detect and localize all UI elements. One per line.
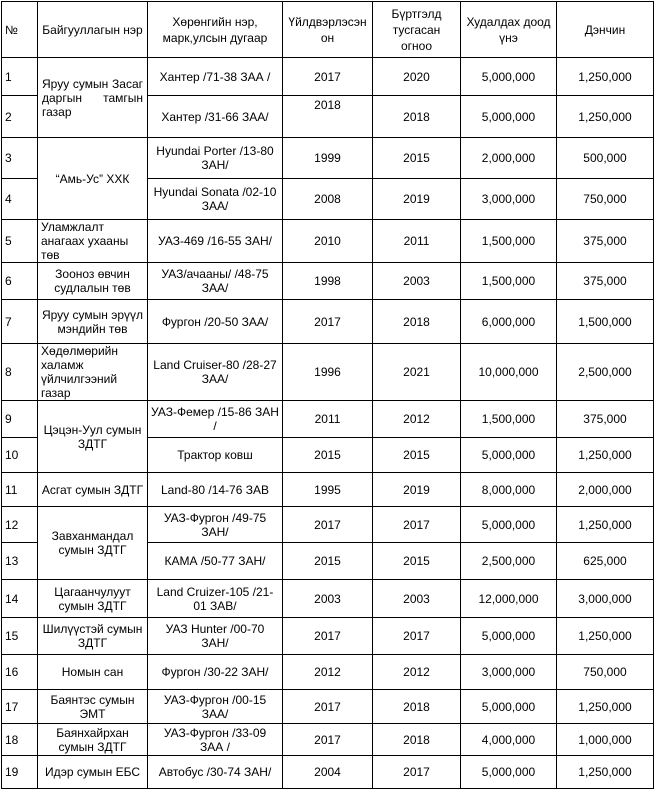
deposit-amount: 750,000 [557,655,654,690]
min-sale-price: 1,500,000 [461,401,557,438]
asset-name: Hyundai Porter /13-80 ЗАН/ [148,138,283,179]
deposit-amount: 3,000,000 [557,580,654,618]
asset-name: Хантер /71-38 ЗАА / [148,58,283,96]
table-row [2,655,654,690]
min-sale-price: 5,000,000 [461,438,557,473]
deposit-amount: 2,000,000 [557,473,654,507]
organization-name: Шилүүстэй сумын ЗДТГ [38,618,148,655]
table-row [2,756,654,789]
organization-name: “Амь-Ус” ХХК [38,138,148,220]
header-registered: Бүртгэлд тусгасан огноо [373,2,461,58]
registration-year: 2020 [373,58,461,96]
registration-year: 2018 [373,96,461,138]
row-number: 4 [2,179,38,220]
header-year: Үйлдвэрлэсэн он [283,2,373,58]
min-sale-price: 5,000,000 [461,507,557,543]
organization-name: Яруу сумын Засаг даргын тамгын газар [38,58,148,138]
asset-name: УАЗ/ачааны/ /48-75 ЗАА/ [148,263,283,300]
deposit-amount: 2,500,000 [557,344,654,401]
deposit-amount: 1,250,000 [557,690,654,724]
row-number: 11 [2,473,38,507]
organization-name: Цагаанчулуут сумын ЗДТГ [38,580,148,618]
row-number: 8 [2,344,38,401]
manufacture-year: 2012 [283,655,373,690]
row-number: 9 [2,401,38,438]
row-number: 18 [2,724,38,756]
row-number: 13 [2,543,38,580]
table-row [2,220,654,263]
asset-name: Land Cruiser-80 /28-27 ЗАА/ [148,344,283,401]
row-number: 19 [2,756,38,789]
registration-year: 2018 [373,690,461,724]
organization-name: Хөдөлмөрийн халамж үйлчилгээний газар [38,344,148,401]
registration-year: 2018 [373,724,461,756]
asset-name: УАЗ Hunter /00-70 ЗАН/ [148,618,283,655]
asset-name: Фургон /30-22 ЗАН/ [148,655,283,690]
deposit-amount: 1,000,000 [557,724,654,756]
table-row [2,473,654,507]
table-row [2,724,654,756]
table-row [2,690,654,724]
min-sale-price: 2,500,000 [461,543,557,580]
registration-year: 2015 [373,438,461,473]
manufacture-year: 2017 [283,618,373,655]
row-number: 17 [2,690,38,724]
registration-year: 2019 [373,179,461,220]
manufacture-year: 2017 [283,58,373,96]
row-number: 6 [2,263,38,300]
min-sale-price: 1,500,000 [461,263,557,300]
min-sale-price: 3,000,000 [461,179,557,220]
registration-year: 2015 [373,138,461,179]
deposit-amount: 375,000 [557,263,654,300]
asset-sale-table [1,1,654,789]
asset-name: УАЗ-Фемер /15-86 ЗАН / [148,401,283,438]
table-row [2,344,654,401]
registration-year: 2018 [373,300,461,344]
table-row [2,138,654,179]
min-sale-price: 5,000,000 [461,756,557,789]
organization-name: Завханмандал сумын ЗДТГ [38,507,148,580]
manufacture-year: 2004 [283,756,373,789]
row-number: 16 [2,655,38,690]
manufacture-year: 2015 [283,438,373,473]
organization-name: Асгат сумын ЗДТГ [38,473,148,507]
deposit-amount: 375,000 [557,220,654,263]
manufacture-year: 2017 [283,690,373,724]
manufacture-year: 2017 [283,724,373,756]
min-sale-price: 12,000,000 [461,580,557,618]
registration-year: 2017 [373,507,461,543]
header-deposit: Дэнчин [557,2,654,58]
min-sale-price: 3,000,000 [461,655,557,690]
registration-year: 2017 [373,618,461,655]
row-number: 7 [2,300,38,344]
row-number: 3 [2,138,38,179]
deposit-amount: 1,250,000 [557,438,654,473]
manufacture-year: 2017 [283,507,373,543]
row-number: 15 [2,618,38,655]
manufacture-year: 2008 [283,179,373,220]
organization-name: Яруу сумын эрүүл мэндийн төв [38,300,148,344]
asset-name: УАЗ-469 /16-55 ЗАН/ [148,220,283,263]
manufacture-year: 2011 [283,401,373,438]
header-asset: Хөрөнгийн нэр, марк,улсын дугаар [148,2,283,58]
organization-name: Номын сан [38,655,148,690]
asset-name: Land Cruizer-105 /21-01 ЗАВ/ [148,580,283,618]
asset-name: КАМА /50-77 ЗАН/ [148,543,283,580]
deposit-amount: 1,250,000 [557,507,654,543]
manufacture-year: 1995 [283,473,373,507]
asset-name: УАЗ-Фургон /33-09 ЗАА / [148,724,283,756]
min-sale-price: 10,000,000 [461,344,557,401]
manufacture-year: 2003 [283,580,373,618]
table-row [2,507,654,543]
asset-name: Автобус /30-74 ЗАН/ [148,756,283,789]
asset-name: УАЗ-Фургон /00-15 ЗАА/ [148,690,283,724]
registration-year: 2011 [373,220,461,263]
manufacture-year: 2018 [283,96,373,138]
min-sale-price: 5,000,000 [461,618,557,655]
header-no: № [2,2,38,58]
organization-name: Цэцэн-Уул сумын ЗДТГ [38,401,148,473]
deposit-amount: 1,250,000 [557,756,654,789]
deposit-amount: 750,000 [557,179,654,220]
manufacture-year: 1999 [283,138,373,179]
manufacture-year: 2010 [283,220,373,263]
deposit-amount: 500,000 [557,138,654,179]
asset-name: Фургон /20-50 ЗАА/ [148,300,283,344]
min-sale-price: 8,000,000 [461,473,557,507]
deposit-amount: 625,000 [557,543,654,580]
row-number: 5 [2,220,38,263]
registration-year: 2017 [373,756,461,789]
min-sale-price: 5,000,000 [461,96,557,138]
table-row [2,618,654,655]
organization-name: Зооноз өвчин судлалын төв [38,263,148,300]
asset-name: Land-80 /14-76 ЗАВ [148,473,283,507]
min-sale-price: 5,000,000 [461,690,557,724]
deposit-amount: 1,250,000 [557,96,654,138]
organization-name: Баянхайрхан сумын ЗДТГ [38,724,148,756]
row-number: 10 [2,438,38,473]
manufacture-year: 1996 [283,344,373,401]
registration-year: 2003 [373,580,461,618]
min-sale-price: 6,000,000 [461,300,557,344]
deposit-amount: 1,250,000 [557,58,654,96]
asset-name: Трактор ковш [148,438,283,473]
organization-name: Баянтэс сумын ЭМТ [38,690,148,724]
header-min-price: Худалдах доод үнэ [461,2,557,58]
table-row [2,300,654,344]
registration-year: 2021 [373,344,461,401]
row-number: 12 [2,507,38,543]
asset-name: Hyundai Sonata /02-10 ЗАА/ [148,179,283,220]
table-row [2,580,654,618]
deposit-amount: 375,000 [557,401,654,438]
asset-name: Хантер /31-66 ЗАА/ [148,96,283,138]
table-row [2,263,654,300]
deposit-amount: 1,250,000 [557,618,654,655]
manufacture-year: 1998 [283,263,373,300]
min-sale-price: 2,000,000 [461,138,557,179]
manufacture-year: 2015 [283,543,373,580]
min-sale-price: 4,000,000 [461,724,557,756]
row-number: 1 [2,58,38,96]
manufacture-year: 2017 [283,300,373,344]
organization-name: Идэр сумын ЕБС [38,756,148,789]
registration-year: 2012 [373,655,461,690]
deposit-amount: 1,500,000 [557,300,654,344]
header-organization: Байгууллагын нэр [38,2,148,58]
min-sale-price: 5,000,000 [461,58,557,96]
row-number: 2 [2,96,38,138]
organization-name: Уламжлалт анагаах ухааны төв [38,220,148,263]
registration-year: 2003 [373,263,461,300]
asset-name: УАЗ-Фургон /49-75 ЗАН/ [148,507,283,543]
registration-year: 2012 [373,401,461,438]
table-row [2,58,654,96]
min-sale-price: 1,500,000 [461,220,557,263]
table-row [2,401,654,438]
registration-year: 2019 [373,473,461,507]
registration-year: 2015 [373,543,461,580]
header-row [2,2,654,58]
row-number: 14 [2,580,38,618]
